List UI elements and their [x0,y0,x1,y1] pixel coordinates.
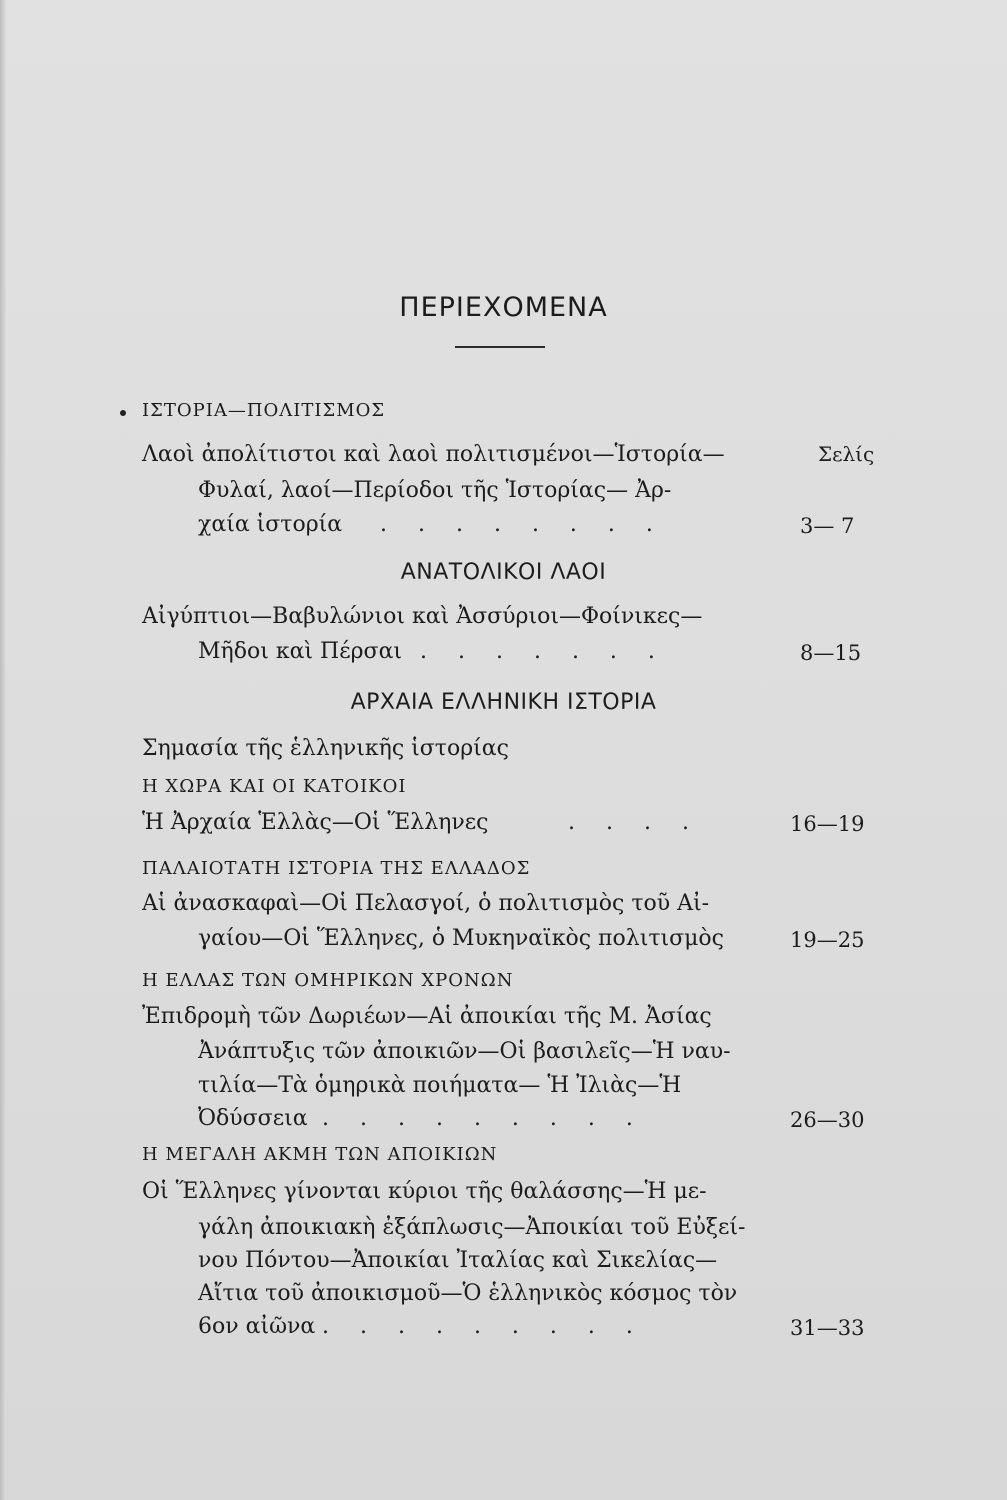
page-edge [0,0,6,1500]
title-rule [455,346,545,348]
toc-entry-line: χαία ἱστορία [198,512,343,537]
toc-entry-line: τιλία—Τὰ ὁμηρικὰ ποιήματα— Ἡ Ἰλιὰς—Ἡ [198,1073,682,1098]
section-heading-ancient-greek-history: ΑΡΧΑΙΑ ΕΛΛΗΝΙΚΗ ΙΣΤΟΡΙΑ [350,690,657,715]
page-range: 3— 7 [800,514,855,538]
toc-entry-line: Οἱ Ἕλληνες γίνονται κύριοι τῆς θαλάσσης—Ἡ με- [142,1179,707,1204]
section-heading-homeric-times: Η ΕΛΛΑΣ ΤΩΝ ΟΜΗΡΙΚΩΝ ΧΡΟΝΩΝ [142,970,514,991]
toc-entry-line: Αἴτια τοῦ ἀποικισμοῦ—Ὁ ἑλληνικὸς κόσμος τὸν [198,1281,738,1306]
toc-entry-line: Μῆδοι καὶ Πέρσαι [198,639,403,664]
page-column-label: Σελίς [818,442,875,466]
toc-entry-line: γαίου—Οἱ Ἕλληνες, ὁ Μυκηναϊκὸς πολιτισμὸς [198,926,725,951]
section-heading-oldest-history: ΠΑΛΑΙΟΤΑΤΗ ΙΣΤΟΡΙΑ ΤΗΣ ΕΛΛΑΔΟΣ [142,858,531,879]
toc-entry-line: Λαοὶ ἀπολίτιστοι καὶ λαοὶ πολιτισμένοι—Ἱστορία— [142,442,725,467]
toc-entry-line: 6ον αἰῶνα [198,1314,316,1339]
section-heading-history-civilization: ΙΣΤΟΡΙΑ—ΠΟΛΙΤΙΣΜΟΣ [142,400,386,421]
section-heading-colonies-peak: Η ΜΕΓΑΛΗ ΑΚΜΗ ΤΩΝ ΑΠΟΙΚΙΩΝ [142,1144,498,1165]
leader-dots: . . . . . . . [420,639,667,664]
toc-entry-line: Σημασία τῆς ἑλληνικῆς ἱστορίας [142,736,509,761]
toc-entry-line: Ἐπιδρομὴ τῶν Δωριέων—Αἱ ἀποικίαι τῆς Μ. Ἀσίας [142,1004,712,1029]
page-range: 26—30 [790,1108,865,1132]
toc-entry-line: Ὀδύσσεια [198,1106,308,1131]
section-heading-eastern-peoples: ΑΝΑΤΟΛΙΚΟΙ ΛΑΟΙ [400,560,607,585]
leader-dots: . . . . . . . . [380,512,665,537]
toc-entry-line: νου Πόντου—Ἀποικίαι Ἰταλίας καὶ Σικελίας— [198,1248,718,1273]
leader-dots: . . . . [568,810,701,835]
page-range: 8—15 [800,641,862,665]
toc-entry-line: Αἱ ἀνασκαφαὶ—Οἱ Πελασγοί, ὁ πολιτισμὸς τοῦ Αἰ- [142,891,710,916]
page-range: 31—33 [790,1316,865,1340]
leader-dots: . . . . . . . . . [322,1106,645,1131]
toc-entry-line: Αἰγύπτιοι—Βαβυλώνιοι καὶ Ἀσσύριοι—Φοίνικες— [142,604,703,629]
toc-entry-line: Φυλαί, λαοί—Περίοδοι τῆς Ἱστορίας— Ἀρ- [198,478,672,503]
page-range: 16—19 [790,812,865,836]
leader-dots: . . . . . . . . . [322,1314,645,1339]
bullet-mark [120,410,126,416]
page-range: 19—25 [790,928,865,952]
section-heading-land-inhabitants: Η ΧΩΡΑ ΚΑΙ ΟΙ ΚΑΤΟΙΚΟΙ [142,776,407,797]
page-title: ΠΕΡΙΕΧΟΜΕΝΑ [399,292,608,323]
toc-entry-line: Ἀνάπτυξις τῶν ἀποικιῶν—Οἱ βασιλεῖς—Ἡ ναυ- [198,1039,731,1064]
toc-entry-line: γάλη ἀποικιακὴ ἐξάπλωσις—Ἀποικίαι τοῦ Εὐξεί- [198,1215,746,1240]
toc-entry-line: Ἡ Ἀρχαία Ἑλλὰς—Οἱ Ἕλληνες [142,810,489,835]
